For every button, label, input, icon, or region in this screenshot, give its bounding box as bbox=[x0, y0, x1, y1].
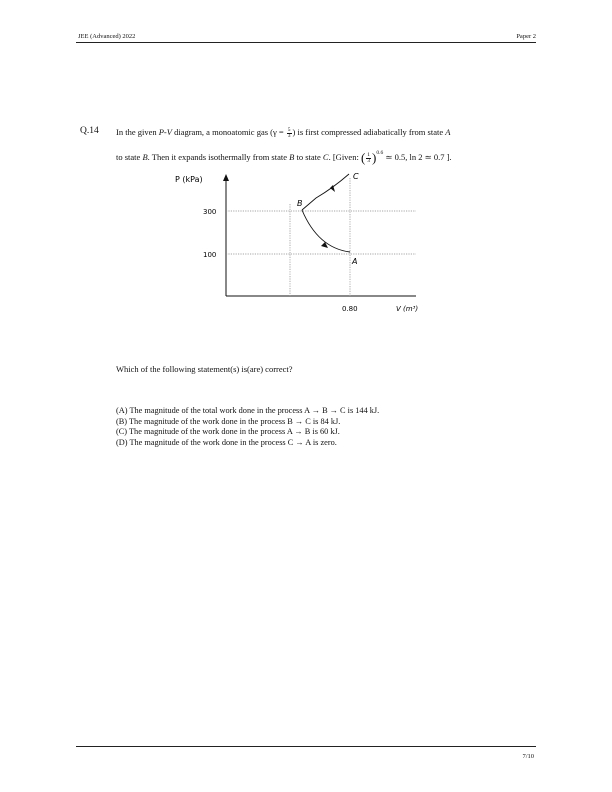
question-text-line-2: to state B. Then it expands isothermally from state B to state C. [Given: ( $\frac{1}{3}$ )$^{0.6}$ ≃ 0.5, ln 2 ≃ 0.7 ]. bbox=[116, 150, 452, 165]
point-c-label: C bbox=[353, 172, 359, 181]
tick-label-300: 300 bbox=[203, 208, 217, 216]
question-number: Q.14 bbox=[80, 126, 99, 136]
question-text-line-1: In the given P-V diagram, a monoatomic gas (γ = $\frac{5}{3}$ ) is first compressed adiabatically from state A bbox=[116, 126, 451, 139]
header-paper: Paper 2 bbox=[516, 33, 536, 40]
given-fraction: $\frac{1}{3}$ bbox=[367, 151, 371, 164]
gamma-fraction: $\frac{5}{3}$ bbox=[287, 126, 291, 139]
y-axis-arrow bbox=[223, 174, 229, 181]
header-exam-title: JEE (Advanced) 2022 bbox=[78, 33, 136, 40]
footer-divider bbox=[76, 746, 536, 747]
option-c[interactable]: (C) The magnitude of the work done in the process A → B is 60 kJ. bbox=[116, 427, 340, 436]
option-d[interactable]: (D) The magnitude of the work done in the process C → A is zero. bbox=[116, 437, 337, 447]
question-prompt: Which of the following statement(s) is(are) correct? bbox=[116, 364, 293, 374]
option-b[interactable]: (B) The magnitude of the work done in the process B → C is 84 kJ. bbox=[116, 416, 341, 426]
page-number: 7/10 bbox=[522, 753, 534, 760]
y-axis-label: P (kPa) bbox=[175, 175, 203, 184]
options-list bbox=[116, 406, 379, 448]
point-a-label: A bbox=[352, 257, 358, 266]
tick-label-100: 100 bbox=[203, 251, 217, 259]
isothermal-curve-b-to-c bbox=[302, 174, 349, 210]
point-b-label: B bbox=[297, 199, 303, 208]
pv-diagram bbox=[170, 168, 430, 318]
header-divider bbox=[76, 42, 536, 43]
x-axis-label: V (m³) bbox=[396, 305, 419, 313]
tick-label-080: 0.80 bbox=[342, 305, 358, 313]
option-a[interactable]: (A) The magnitude of the total work done in the process A → B → C is 144 kJ. bbox=[116, 406, 380, 415]
